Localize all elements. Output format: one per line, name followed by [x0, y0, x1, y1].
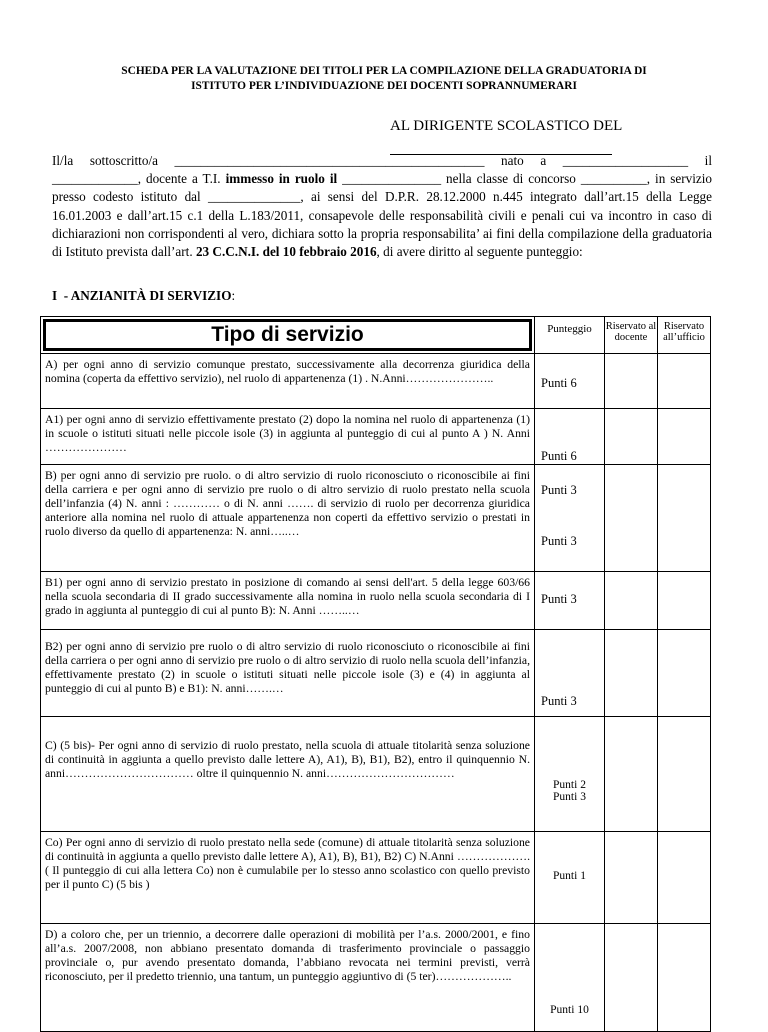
declaration-paragraph [52, 152, 712, 261]
row-c-points-1: Punti 2 [553, 779, 586, 791]
row-a1-points: Punti 6 [535, 409, 605, 465]
row-a1-text: A1) per ogni anno di servizio effettivamente prestato (2) dopo la nomina nel ruolo di appartenenza (1) in scuole o istituti situati nelle piccole isole (3) in aggiunta al punteggio di cui al punto A ) N. Anni ………………… [41, 409, 535, 465]
row-d-office-field[interactable] [658, 924, 711, 1032]
section-colon: : [231, 288, 236, 303]
row-co-office-field[interactable] [658, 832, 711, 924]
intro-bold-ruolo: immesso in ruolo il [225, 171, 338, 187]
row-co-teacher-field[interactable] [605, 832, 658, 924]
table-header-row [41, 317, 711, 354]
row-a-office-field[interactable] [658, 354, 711, 409]
teacher-reserved-header: Riservato al docente [605, 317, 658, 354]
row-a-points: Punti 6 [535, 354, 605, 409]
service-table [40, 316, 711, 1032]
row-b1-office-field[interactable] [658, 572, 711, 630]
addressee-label: AL DIRIGENTE SCOLASTICO DEL [390, 118, 623, 134]
row-b-office-field[interactable] [658, 465, 711, 572]
row-b1-points: Punti 3 [535, 572, 605, 630]
title-line-1: SCHEDA PER LA VALUTAZIONE DEI TITOLI PER LA COMPILAZIONE DELLA GRADUATORIA DI [121, 65, 647, 77]
row-b-points-cell [535, 465, 605, 572]
table-row [41, 924, 711, 1032]
row-c-teacher-field[interactable] [605, 717, 658, 832]
table-row [41, 465, 711, 572]
section-heading [52, 288, 235, 304]
section-title: - ANZIANITÀ DI SERVIZIO [63, 288, 232, 303]
row-b-teacher-field[interactable] [605, 465, 658, 572]
row-b2-points: Punti 3 [535, 630, 605, 717]
row-a-text: A) per ogni anno di servizio comunque prestato, successivamente alla decorrenza giuridica della nomina (coperta da effettivo servizio), nel ruolo di appartenenza (1) . N.Anni………………….. [41, 354, 535, 409]
row-b2-teacher-field[interactable] [605, 630, 658, 717]
intro-part-3: , di avere diritto al seguente punteggio: [376, 244, 583, 260]
row-b1-text: B1) per ogni anno di servizio prestato in posizione di comando ai sensi dell'art. 5 della legge 603/66 nella scuola secondaria di II grado successivamente alla nomina in ruolo nella scuola secondaria di I grado in aggiunta al punteggio di cui al punto B): N. Anni ……..… [41, 572, 535, 630]
row-a-teacher-field[interactable] [605, 354, 658, 409]
row-b1-teacher-field[interactable] [605, 572, 658, 630]
type-header: Tipo di servizio [43, 319, 532, 351]
table-row [41, 630, 711, 717]
row-b-text: B) per ogni anno di servizio pre ruolo. o di altro servizio di ruolo riconosciuto o riconoscibile ai fini della carriera e per ogni anno di servizio pre ruolo o di altro servizio di ruolo prestato nella scuola dell’infanzia (4) N. anni : ………… o di N. anni ……. di servizio di ruolo per decorrenza giuridica anteriore alla nomina nel ruolo di attuale appartenenza non coperti da effettivo servizio o prestati in ruolo diverso da quello di appartenenza: N. anni…..… [41, 465, 535, 572]
row-a1-teacher-field[interactable] [605, 409, 658, 465]
document-title [40, 64, 728, 94]
row-d-points: Punti 10 [535, 924, 605, 1032]
intro-part-2: _______________ nella classe di concorso __________, in servizio presso codesto istituto dal ______________, ai sensi del D.P.R. 28.12.2000 n.445 integrato dall’art.15 della Legge 16.01.2003 e dall’art.15 c.1 della L.183/2011, consapevole delle responsabilità civili e penali cui va incontro in caso di dichiarazioni non corrispondenti al vero, dichiara sotto la propria responsabilita’ ai fini della compilazione della graduatoria di Istituto prevista dall’art. [52, 171, 713, 260]
row-c-points-cell [535, 717, 605, 832]
points-header: Punteggio [535, 317, 605, 354]
addressee-block [390, 116, 622, 155]
row-b2-office-field[interactable] [658, 630, 711, 717]
row-d-teacher-field[interactable] [605, 924, 658, 1032]
row-co-text: Co) Per ogni anno di servizio di ruolo prestato nella sede (comune) di attuale titolarità senza soluzione di continuità in aggiunta a quello previsto dalle lettere A), A1), B), B1), B2) C) N.Anni ………………. ( Il punteggio di cui alla lettera Co) non è cumulabile per lo stesso anno scolastico con quello previsto per il punto C) (5 bis ) [41, 832, 535, 924]
row-c-points-2: Punti 3 [553, 791, 586, 803]
row-c-office-field[interactable] [658, 717, 711, 832]
table-row [41, 572, 711, 630]
title-line-2: ISTITUTO PER L’INDIVIDUAZIONE DEI DOCENTI SOPRANNUMERARI [191, 80, 577, 92]
row-d-text: D) a coloro che, per un triennio, a decorrere dalle operazioni di mobilità per l’a.s. 2000/2001, e fino all’a.s. 2007/2008, non abbiano presentato domanda di trasferimento provinciale o passaggio provinciale o, pur avendo presentato domanda, l’abbiano revocata nei termini previsti, verrà riconosciuto, per il predetto triennio, una tantum, un punteggio aggiuntivo di (5 ter)……………….. [41, 924, 535, 1032]
intro-bold-ccni: 23 C.C.N.I. del 10 febbraio 2016 [195, 244, 377, 260]
section-number: I [52, 288, 58, 303]
row-a1-office-field[interactable] [658, 409, 711, 465]
row-b2-text: B2) per ogni anno di servizio pre ruolo o di altro servizio di ruolo riconosciuto o riconoscibile ai fini della carriera o per ogni anno di servizio pre ruolo o di altro servizio di ruolo nella scuola dell’infanzia, effettivamente prestato (2) in scuole o istituti situati nelle piccole isole (3) e (4) in aggiunta al punteggio di cui al punto B) e B1): N. anni…….… [41, 630, 535, 717]
office-reserved-header: Riservato all’ufficio [658, 317, 711, 354]
row-b-points-2: Punti 3 [541, 534, 577, 548]
table-row [41, 409, 711, 465]
table-row [41, 354, 711, 409]
row-c-text: C) (5 bis)- Per ogni anno di servizio di ruolo prestato, nella scuola di attuale titolarità senza soluzione di continuità in aggiunta a quello previsto dalle lettere A), A1), B), B1), B2), entro il quinquennio N. anni…………………………… oltre il quinquennio N. anni…………………………… [41, 717, 535, 832]
table-row [41, 717, 711, 832]
row-co-points: Punti 1 [535, 832, 605, 924]
row-b-points-1: Punti 3 [541, 483, 577, 497]
intro-part-1: Il/la sottoscritto/a _______________________________________________ nato a ___________________ il _____________, docente a T.I. [52, 153, 712, 187]
table-row [41, 832, 711, 924]
type-header-cell [41, 317, 535, 354]
